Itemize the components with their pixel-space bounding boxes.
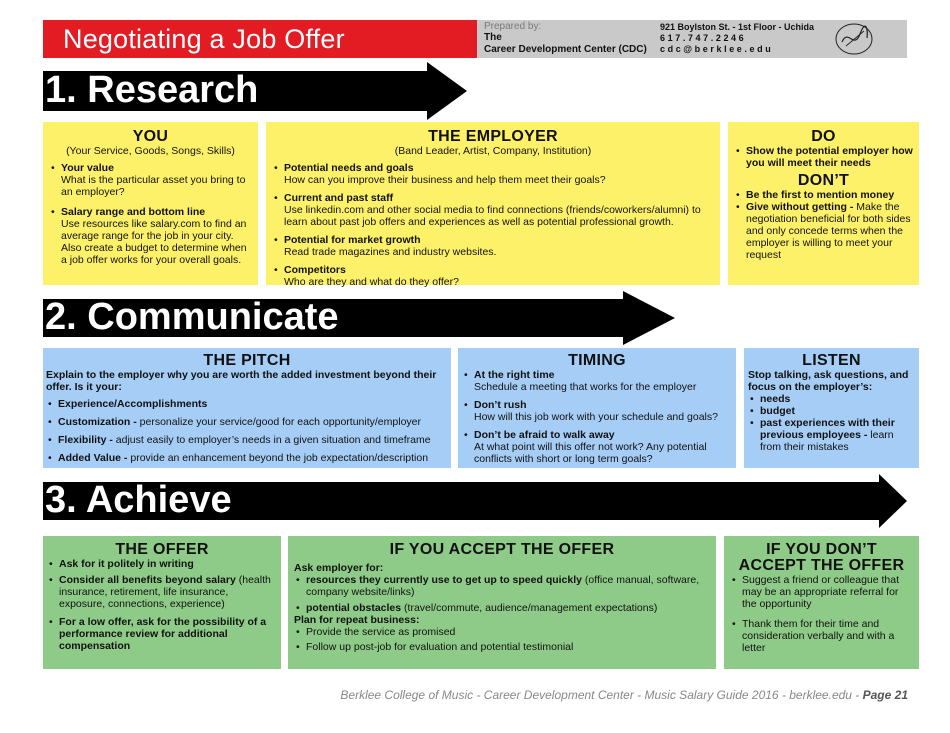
prepared-by-name-line1: The xyxy=(484,32,502,43)
list-item: • past experiences with their previous employees - learn from their mistakes xyxy=(748,417,915,453)
accept-ask-label: Ask employer for: xyxy=(294,562,384,574)
employer-box xyxy=(266,122,720,288)
list-item: • Suggest a friend or colleague that may be an appropriate referral for the opportunity xyxy=(730,574,913,610)
offer-title: THE OFFER xyxy=(115,541,209,558)
signature-logo-icon xyxy=(834,22,874,56)
pitch-box xyxy=(43,348,451,468)
list-item: • Provide the service as promised xyxy=(294,626,710,638)
employer-title: THE EMPLOYER xyxy=(428,128,558,145)
offer-box xyxy=(43,536,281,669)
timing-box xyxy=(458,348,736,468)
pitch-title: THE PITCH xyxy=(203,352,291,369)
prepared-by-name-line2: Career Development Center (CDC) xyxy=(484,44,647,55)
section-communicate-heading: 2. Communicate xyxy=(45,296,339,338)
listen-intro: Stop talking, ask questions, and focus on the employer’s: xyxy=(748,369,909,393)
list-item: • Ask for it politely in writing xyxy=(47,558,277,570)
accept-title: IF YOU ACCEPT THE OFFER xyxy=(389,541,615,558)
list-item: • Don’t rush How will this job work with your schedule and goals? xyxy=(462,399,732,423)
prepared-by-label: Prepared by: xyxy=(484,21,542,32)
list-item: • Experience/Accomplishments xyxy=(46,398,448,410)
listen-title: LISTEN xyxy=(802,352,861,369)
list-item: • potential obstacles (travel/commute, audience/management expectations) xyxy=(294,602,710,614)
list-item: • Potential needs and goals How can you improve their business and help them meet their goals? xyxy=(272,162,714,186)
accept-box xyxy=(288,536,716,669)
section-achieve-arrow xyxy=(43,474,907,528)
list-item: • Customization - personalize your service/good for each opportunity/employer xyxy=(46,416,448,428)
list-item: • For a low offer, ask for the possibility of a performance review for additional compensation xyxy=(47,616,277,652)
you-subtitle: (Your Service, Goods, Songs, Skills) xyxy=(66,145,235,157)
list-item: • Added Value - provide an enhancement beyond the job expectation/description xyxy=(46,452,448,464)
list-item: • needs xyxy=(748,393,915,405)
you-title: YOU xyxy=(132,128,169,145)
list-item: • Thank them for their time and consideration verbally and with a letter xyxy=(730,618,913,654)
dont-accept-title-line1: IF YOU DON’T xyxy=(766,541,877,558)
section-communicate-arrow xyxy=(43,291,675,345)
list-item: • Potential for market growth Read trade magazines and industry websites. xyxy=(272,234,714,258)
contact-info xyxy=(660,22,814,55)
list-item: • budget xyxy=(748,405,915,417)
employer-subtitle: (Band Leader, Artist, Company, Institution) xyxy=(394,145,592,157)
list-item: • Consider all benefits beyond salary (health insurance, retirement, life insurance, exposure, connections, experience) xyxy=(47,574,277,610)
page-title: Negotiating a Job Offer xyxy=(43,20,477,58)
timing-title: TIMING xyxy=(568,352,626,369)
section-research-heading: 1. Research xyxy=(45,69,259,111)
do-title: DO xyxy=(811,128,836,145)
list-item: • Show the potential employer how you will meet their needs xyxy=(734,145,913,169)
section-achieve-heading: 3. Achieve xyxy=(45,479,232,521)
page-number: Page 21 xyxy=(862,688,908,702)
address: 921 Boylston St. - 1st Floor - Uchida xyxy=(660,22,815,32)
list-item: • At the right time Schedule a meeting that works for the employer xyxy=(462,369,732,393)
list-item: • Follow up post-job for evaluation and potential testimonial xyxy=(294,641,710,653)
list-item: • Salary range and bottom line Use resources like salary.com to find an average range for the job in your city. Also create a budget to determine when a job offer works for your overall goals. xyxy=(49,206,252,266)
dont-accept-title-line2: ACCEPT THE OFFER xyxy=(738,557,905,574)
list-item: • Your value What is the particular asset you bring to an employer? xyxy=(49,162,252,198)
list-item: • Don’t be afraid to walk away At what point will this offer not work? Any potential conflicts with short or long term goals? xyxy=(462,429,732,465)
list-item: • Be the first to mention money xyxy=(734,189,913,201)
list-item: • Flexibility - adjust easily to employer’s needs in a given situation and timeframe xyxy=(46,434,448,446)
list-item: • resources they currently use to get up to speed quickly (office manual, software, company website/links) xyxy=(294,574,710,598)
accept-plan-label: Plan for repeat business: xyxy=(294,614,420,626)
phone: 617.747.2246 xyxy=(660,33,747,43)
list-item: • Give without getting - Make the negotiation beneficial for both sides and only concede terms when the employer is willing to meet your request xyxy=(734,201,913,261)
email: cdc@berklee.edu xyxy=(660,44,774,54)
dont-accept-title xyxy=(730,542,913,574)
prepared-by-name xyxy=(484,32,647,56)
dont-accept-box xyxy=(724,536,919,669)
section-research-arrow xyxy=(43,62,467,120)
footer-text: Berklee College of Music - Career Development Center - Music Salary Guide 2016 - berklee.edu - xyxy=(340,688,863,702)
pitch-intro: Explain to the employer why you are worth the added investment beyond their offer. Is it your: xyxy=(46,369,437,393)
page-footer xyxy=(338,688,908,702)
list-item: • Competitors Who are they and what do they offer? xyxy=(272,264,714,288)
you-box xyxy=(43,122,258,285)
dont-title: DON’T xyxy=(797,172,850,189)
do-dont-box xyxy=(728,122,919,285)
list-item: • Current and past staff Use linkedin.com and other social media to find connections (friends/coworkers/alumni) to learn about past job offers and experiences as well as potential professional growth. xyxy=(272,192,714,228)
listen-box xyxy=(744,348,919,468)
